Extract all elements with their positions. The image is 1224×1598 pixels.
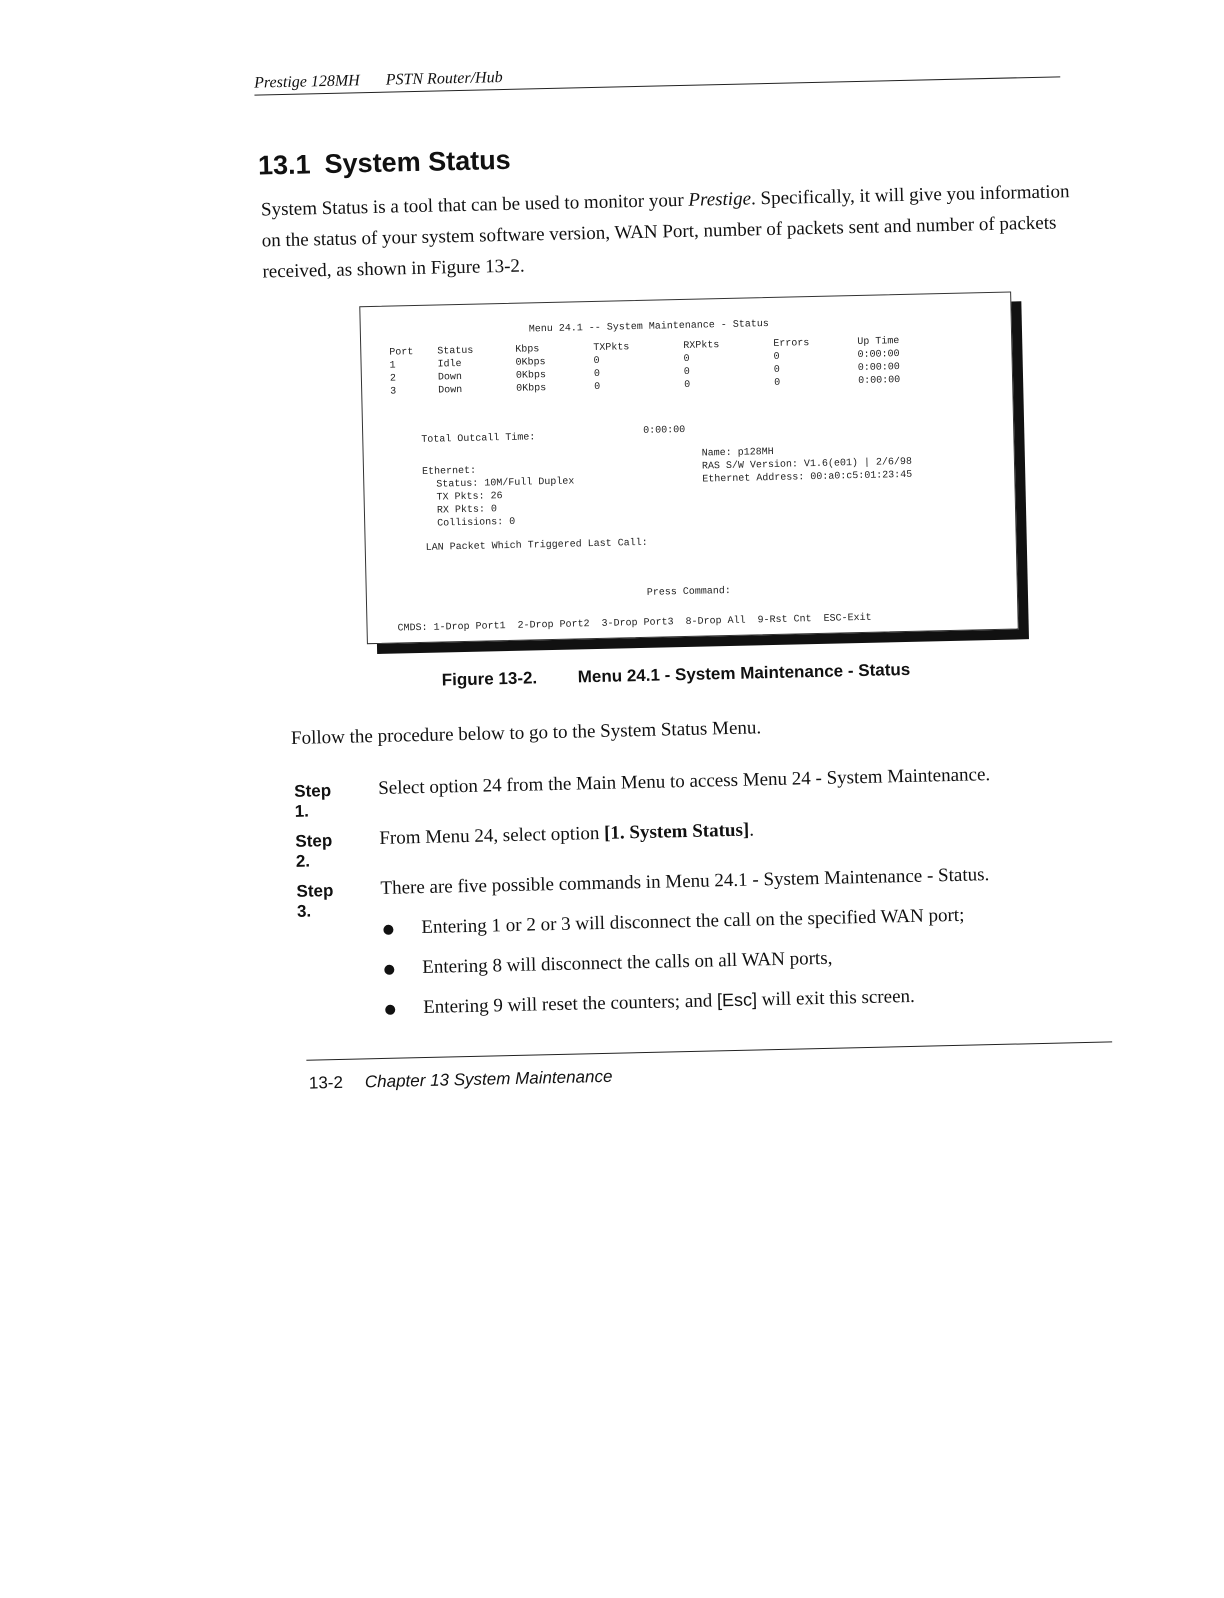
bullet-text-start: Entering 9 will reset the counters; and: [422, 990, 718, 1019]
ethernet-collisions: Collisions: 0: [437, 516, 516, 530]
intro-emphasis: Prestige: [688, 188, 752, 211]
figure-caption: [442, 660, 911, 691]
command-list: CMDS: 1-Drop Port1 2-Drop Port2 3-Drop Port3 8-Drop All 9-Rst Cnt ESC-Exit: [397, 612, 872, 635]
press-command-prompt: Press Command:: [646, 585, 731, 599]
bullet-icon: [385, 1005, 395, 1015]
figure-label: Figure 13-2.: [441, 668, 538, 690]
esc-key-label: [Esc]: [716, 989, 758, 1011]
section-number: 13.1: [257, 149, 311, 181]
procedure-intro: Follow the procedure below to go to the System Status Menu.: [290, 717, 762, 749]
lan-packet-label: LAN Packet Which Triggered Last Call:: [425, 537, 648, 554]
port-status-table: Port Status Kbps TXPkts RXPkts Errors Up Time 1 Idle 0Kbps 0 0 0 0:00:00 2 Down 0Kbps 0 0 0 0:00:00 3 Down 0Kbps 0 0 0 0:00:00: [389, 335, 919, 398]
page-number: 13-2: [308, 1072, 344, 1093]
section-title: System Status: [324, 144, 511, 180]
footer-rule: [306, 1041, 1112, 1060]
ethernet-block: [422, 462, 575, 530]
step-text: [379, 819, 754, 849]
bullet-text: Entering 1 or 2 or 3 will disconnect the call on the specified WAN port;: [421, 904, 965, 939]
step-text-end: .: [748, 819, 755, 841]
ethernet-heading: Ethernet:: [421, 465, 477, 478]
intro-paragraph: [261, 176, 1083, 288]
header-subtitle: PSTN Router/Hub: [385, 68, 503, 89]
page-footer: [309, 1067, 613, 1094]
bullet-icon: [383, 925, 393, 935]
step-text-start: From Menu 24, select option: [379, 822, 605, 849]
ethernet-address: Ethernet Address: 00:a0:c5:01:23:45: [702, 469, 913, 486]
ethernet-tx: TX Pkts: 26: [436, 491, 503, 504]
intro-text-start: System Status is a tool that can be used to monitor your: [260, 189, 689, 221]
header-product: Prestige 128MH: [253, 72, 360, 92]
system-info-block: [702, 443, 913, 487]
figure-title: Menu 24.1 - System Maintenance - Status: [577, 659, 911, 687]
ethernet-rx: RX Pkts: 0: [436, 504, 498, 517]
step-option-bold: [1. System Status]: [603, 819, 750, 844]
step-text: There are five possible commands in Menu 24.1 - System Maintenance - Status.: [380, 864, 990, 899]
terminal-screenshot: [359, 292, 1019, 645]
outcall-label: Total Outcall Time:: [421, 432, 536, 446]
bullet-text-end: will exit this screen.: [756, 985, 915, 1011]
step-label: Step 3.: [296, 881, 334, 921]
system-name: Name: p128MH: [701, 446, 774, 460]
ras-version: RAS S/W Version: V1.6(e01) | 2/6/98: [701, 456, 913, 473]
section-heading: [258, 145, 511, 182]
terminal-title: Menu 24.1 -- System Maintenance - Status: [528, 319, 769, 336]
step-label: Step 1.: [294, 781, 332, 821]
intro-text-end: . Specifically, it will give you information on the status of your system software version, WAN Port, number of packets sent and number of packets received, as shown in Figure 13-2.: [261, 181, 1070, 283]
chapter-title: Chapter 13 System Maintenance: [364, 1066, 613, 1092]
step-text: Select option 24 from the Main Menu to access Menu 24 - System Maintenance.: [377, 764, 991, 799]
outcall-value: 0:00:00: [643, 424, 686, 437]
ethernet-status: Status: 10M/Full Duplex: [436, 476, 575, 491]
bullet-text: Entering 8 will disconnect the calls on all WAN ports,: [422, 947, 833, 979]
bullet-text: [423, 986, 915, 1019]
bullet-icon: [384, 965, 394, 975]
step-label: Step 2.: [295, 831, 333, 871]
